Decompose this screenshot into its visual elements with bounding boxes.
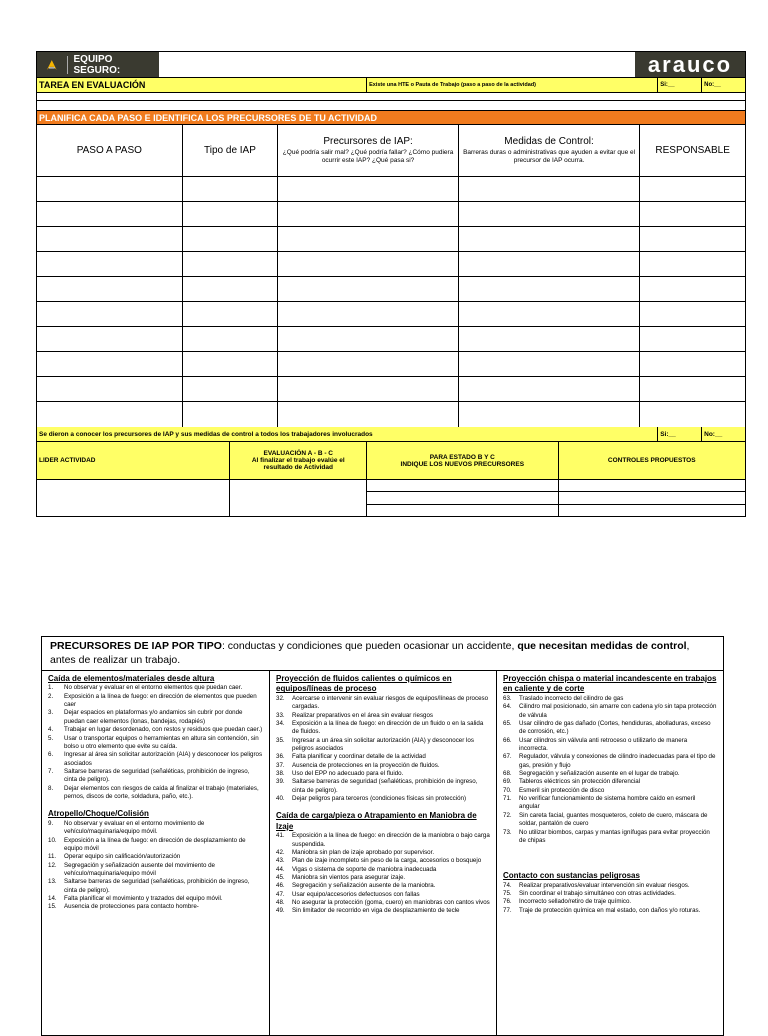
step-rows (37, 177, 745, 427)
dieron-no-checkbox[interactable]: No:__ (701, 427, 745, 441)
item-number: 46. (276, 882, 285, 890)
precursor-item (503, 720, 717, 737)
reference-intro: PRECURSORES DE IAP POR TIPO: conductas y condiciones que pueden ocasionar un accidente, que necesitan medidas de control, antes de realizar un trabajo. (42, 637, 723, 671)
responsable-cell[interactable] (639, 252, 745, 276)
responsable-cell[interactable] (639, 227, 745, 251)
iap-form (36, 51, 746, 517)
precursor-cell[interactable] (277, 177, 457, 201)
item-text: Dejar peligros para terceros (condiciones físicas sin protección) (292, 795, 467, 803)
precursor-item (48, 862, 263, 879)
medida-cell[interactable] (458, 402, 639, 427)
item-number: 47. (276, 890, 285, 898)
item-number: 76. (503, 898, 512, 906)
item-text: No utilizar biombos, carpas y mantas ignífugas para evitar proyección de chipas (519, 828, 710, 844)
item-number: 42. (276, 848, 285, 856)
hte-si-checkbox[interactable]: Si:__ (657, 78, 701, 92)
item-text: Traje de protección química en mal estado, con daños y/o roturas. (519, 906, 701, 914)
item-text: Exposición a la línea de fuego: en dirección de la maniobra o bajo carga suspendida. (292, 832, 490, 848)
paso-cell[interactable] (37, 277, 182, 301)
item-text: Realizar preparativos en el área sin evaluar riesgos (292, 711, 434, 719)
section-title: Proyección de fluidos calientes o químicos en equipos/líneas de proceso (276, 674, 452, 694)
item-number: 15. (48, 903, 57, 911)
precursor-input[interactable] (367, 505, 557, 516)
form-header (37, 52, 745, 78)
medida-cell[interactable] (458, 177, 639, 201)
precursor-item (503, 703, 717, 720)
precursor-item (48, 693, 263, 710)
precursor-item (48, 837, 263, 854)
precursor-cell[interactable] (277, 252, 457, 276)
precursor-item (276, 907, 490, 915)
item-text: Usar cilindro de gas dañado (Cortes, hendiduras, abolladuras, exceso de corrosión, etc.) (519, 719, 711, 736)
brand-label: EQUIPO SEGURO: (73, 53, 121, 76)
col-responsable: RESPONSABLE (639, 125, 745, 176)
paso-cell[interactable] (37, 202, 182, 226)
estado-label: PARA ESTADO B Y C INDIQUE LOS NUEVOS PRECURSORES (366, 442, 557, 479)
item-text: Trabajar en lugar desordenado, con restos y residuos que puedan caer.) (64, 726, 263, 734)
precursor-item (503, 795, 717, 812)
item-text: Segregación y señalización ausente de la maniobra. (292, 882, 436, 890)
precursor-item (48, 768, 263, 785)
precursor-item (276, 778, 490, 795)
item-number: 65. (503, 719, 512, 727)
item-text: Traslado incorrecto del cilindro de gas (519, 694, 624, 702)
spacer-row (37, 101, 745, 111)
precursor-item (503, 787, 717, 795)
precursor-item (276, 712, 490, 720)
item-number: 71. (503, 795, 512, 803)
precursor-item (276, 849, 490, 857)
item-number: 63. (503, 694, 512, 702)
precursor-item (48, 726, 263, 734)
paso-cell[interactable] (37, 352, 182, 376)
medida-cell[interactable] (458, 252, 639, 276)
precursor-item (276, 737, 490, 754)
precursor-item (503, 907, 717, 915)
section-title: Contacto con sustancias peligrosas (503, 871, 640, 881)
step-row (37, 327, 745, 352)
tipo-cell[interactable] (182, 227, 278, 251)
item-number: 70. (503, 786, 512, 794)
item-text: Regulador, válvula y conexiones de cilindro inadecuadas para el tipo de gas, presión y flujo (519, 753, 716, 769)
item-number: 34. (276, 719, 285, 727)
item-text: Uso del EPP no adecuado para el fluido. (292, 770, 404, 778)
control-input[interactable] (559, 480, 745, 492)
precursor-item (48, 853, 263, 861)
item-number: 6. (48, 751, 54, 759)
paso-cell[interactable] (37, 402, 182, 427)
item-text: Plan de izaje incompleto sin peso de la carga, accesorios o bosquejo (292, 857, 482, 865)
paso-cell[interactable] (37, 327, 182, 351)
medida-cell[interactable] (458, 302, 639, 326)
precursor-cell[interactable] (277, 202, 457, 226)
precursor-item (276, 899, 490, 907)
step-row (37, 202, 745, 227)
item-number: 36. (276, 753, 285, 761)
item-number: 68. (503, 770, 512, 778)
tipo-cell[interactable] (182, 302, 278, 326)
item-text: Exposición a la línea de fuego: en dirección de un fluido o en la salida de fluidos. (292, 719, 484, 736)
section-title: Caída de carga/pieza o Atrapamiento en Maniobra de Izaje (276, 811, 477, 831)
tipo-cell[interactable] (182, 277, 278, 301)
tipo-cell[interactable] (182, 252, 278, 276)
medida-cell[interactable] (458, 352, 639, 376)
responsable-cell[interactable] (639, 202, 745, 226)
responsable-cell[interactable] (639, 377, 745, 401)
precursor-cell[interactable] (277, 227, 457, 251)
step-row (37, 252, 745, 277)
precursor-item (48, 684, 263, 692)
item-number: 7. (48, 767, 54, 775)
precursor-item (276, 832, 490, 849)
col-precursores: Precursores de IAP: ¿Qué podría salir mal? ¿Qué podría fallar? ¿Cómo pudiera ocurrir este IAP? ¿Qué pasa si? (277, 125, 457, 176)
controles-label: CONTROLES PROPUESTOS (558, 442, 745, 479)
item-text: Cilindro mal posicionado, sin amarre con cadena y/o sin tapa protección de válvula (519, 703, 717, 719)
step-row (37, 177, 745, 202)
precursor-item (276, 762, 490, 770)
step-row (37, 377, 745, 402)
item-text: Usar equipo/accesorios defectuosos con fallas (292, 890, 420, 898)
item-number: 14. (48, 895, 57, 903)
precursor-item (276, 720, 490, 737)
tarea-row (37, 78, 745, 93)
table-header (37, 125, 745, 177)
item-number: 44. (276, 865, 285, 873)
medida-cell[interactable] (458, 277, 639, 301)
item-number: 35. (276, 736, 285, 744)
item-number: 1. (48, 684, 54, 692)
item-number: 72. (503, 811, 512, 819)
tipo-cell[interactable] (182, 352, 278, 376)
equipo-seguro-field[interactable] (159, 52, 635, 77)
item-text: No observar y evaluar en el entorno movimiento de vehículo/maquinaria/equipo móvil. (64, 819, 205, 836)
item-number: 75. (503, 890, 512, 897)
item-text: Acercarse o intervenir sin evaluar riesgos de equipos/líneas de proceso cargadas. (292, 694, 489, 711)
item-text: Incorrecto sellado/retiro de traje químico. (519, 898, 632, 906)
step-row (37, 402, 745, 427)
item-text: Esmeril sin protección de disco (519, 786, 605, 794)
reference-panel (41, 636, 724, 1036)
item-text: Maniobra sin vientos para asegurar izaje. (292, 874, 406, 882)
item-text: Sin coordinar el trabajo simultáneo con otras actividades. (519, 890, 676, 897)
precursor-item (48, 895, 263, 903)
dieron-text: Se dieron a conocer los precursores de IAP y sus medidas de control a todos los trabajadores involucrados (39, 430, 373, 438)
medida-cell[interactable] (458, 227, 639, 251)
item-number: 4. (48, 726, 54, 734)
col-medidas: Medidas de Control: Barreras duras o administrativas que ayuden a evitar que el precursor de IAP ocurra. (458, 125, 639, 176)
precursor-item (503, 737, 717, 754)
item-number: 64. (503, 703, 512, 711)
precursor-input[interactable] (367, 492, 557, 504)
lider-input[interactable] (37, 480, 229, 516)
responsable-cell[interactable] (639, 352, 745, 376)
precursor-item (503, 829, 717, 846)
reference-column-1 (42, 671, 269, 1036)
item-number: 37. (276, 761, 285, 769)
precursor-item (276, 857, 490, 865)
item-number: 10. (48, 836, 57, 844)
medida-cell[interactable] (458, 202, 639, 226)
item-number: 73. (503, 828, 512, 836)
paso-cell[interactable] (37, 227, 182, 251)
item-text: Ingresar al área sin solicitar autorización (AIA) y desconocer los peligros asociados (64, 751, 263, 767)
precursor-item (503, 890, 717, 898)
item-number: 32. (276, 694, 285, 702)
dieron-si-checkbox[interactable]: Si:__ (657, 427, 701, 441)
lider-label: LIDER ACTIVIDAD (39, 457, 96, 464)
brand-mark-icon (45, 58, 59, 72)
item-text: Falta planificar y coordinar detalle de la actividad (292, 753, 426, 761)
precursor-item (276, 753, 490, 761)
item-number: 45. (276, 874, 285, 882)
precursor-item (48, 785, 263, 802)
precursor-item (503, 812, 717, 829)
precursor-item (503, 753, 717, 770)
precursor-item (276, 795, 490, 803)
item-text: Segregación y señalización ausente del movimiento de vehículo/maquinaria/equipo móvil (64, 861, 215, 877)
item-number: 43. (276, 857, 285, 865)
controles-inputs (558, 480, 745, 516)
item-number: 49. (276, 907, 285, 915)
item-text: Segregación y señalización ausente en el lugar de trabajo. (519, 770, 680, 778)
item-text: Dejar elementos con riesgos de caída al finalizar el trabajo (materiales, pernos, discos de corte, soldadura, paño, etc.). (64, 784, 259, 801)
precursor-item (48, 735, 263, 752)
hte-no-checkbox[interactable]: No:__ (701, 78, 745, 92)
item-text: Saltarse barreras de seguridad (señaléticas, prohibición de ingreso, cinta de peligro). (292, 778, 478, 794)
item-text: No observar y evaluar en el entorno elementos que puedan caer. (64, 684, 243, 692)
item-number: 69. (503, 778, 512, 786)
item-number: 2. (48, 692, 54, 700)
item-text: Usar cilindros sin válvula anti retroceso o utilizarlo de manera incorrecta. (519, 736, 688, 752)
item-text: No verificar funcionamiento de sistema hombre caído en esmeril angular (519, 795, 696, 811)
dieron-row (37, 427, 745, 442)
section-title: Caída de elementos/materiales desde altura (48, 674, 215, 683)
precursor-item (276, 874, 490, 882)
tarea-label: TAREA EN EVALUACIÓN (39, 80, 146, 90)
evaluacion-input[interactable] (229, 480, 366, 516)
item-number: 11. (48, 853, 57, 861)
precursor-cell[interactable] (277, 402, 457, 427)
tipo-cell[interactable] (182, 177, 278, 201)
step-row (37, 302, 745, 327)
precursor-input[interactable] (367, 480, 557, 492)
arauco-logo: arauco (635, 52, 745, 77)
item-text: Falta planificar el movimiento y trazados del equipo móvil. (64, 895, 223, 903)
medida-cell[interactable] (458, 377, 639, 401)
precursor-cell[interactable] (277, 377, 457, 401)
item-number: 13. (48, 878, 57, 886)
precursor-item (48, 751, 263, 768)
item-number: 33. (276, 711, 285, 719)
evaluacion-label: EVALUACIÓN A - B - C Al finalizar el trabajo evalúe el resultado de Actividad (229, 442, 366, 479)
item-number: 38. (276, 770, 285, 778)
precursor-cell[interactable] (277, 352, 457, 376)
tipo-cell[interactable] (182, 327, 278, 351)
item-text: Exposición a la línea de fuego: en dirección de desplazamiento de equipo móvil (64, 836, 246, 852)
step-row (37, 277, 745, 302)
precursor-item (503, 778, 717, 786)
precursor-cell[interactable] (277, 277, 457, 301)
item-number: 67. (503, 753, 512, 761)
item-text: Exposición a la línea de fuego: en dirección de elementos que pueden caer (64, 692, 257, 709)
item-text: Tableros eléctricos sin protección diferencial (519, 778, 641, 786)
step-row (37, 227, 745, 252)
section-title: Atropello/Choque/Colisión (48, 809, 149, 819)
precursor-item (48, 820, 263, 837)
precursores-inputs (366, 480, 557, 516)
precursor-cell[interactable] (277, 302, 457, 326)
paso-cell[interactable] (37, 377, 182, 401)
tipo-cell[interactable] (182, 202, 278, 226)
item-text: Dejar espacios en plataformas y/o andamios sin cubrir por donde puedan caer elementos (lonas, bandejas, rodapiés) (64, 709, 243, 725)
precursor-item (503, 898, 717, 906)
item-text: No asegurar la protección (goma, cuero) en maniobras con cantos vivos (292, 899, 490, 907)
reference-column-3 (496, 671, 723, 1036)
step-row (37, 352, 745, 377)
item-text: Ingresar a un área sin solicitar autorización (AIA) y desconocer los peligros asociados (292, 736, 474, 752)
item-number: 77. (503, 906, 512, 914)
item-number: 48. (276, 899, 285, 907)
paso-cell[interactable] (37, 252, 182, 276)
reference-column-2 (269, 671, 496, 1036)
item-text: Ausencia de protecciones para contacto hombre- (64, 903, 199, 911)
precursor-cell[interactable] (277, 327, 457, 351)
tipo-cell[interactable] (182, 402, 278, 427)
responsable-cell[interactable] (639, 302, 745, 326)
item-number: 8. (48, 784, 54, 792)
item-text: Usar o transportar equipos o herramientas en altura sin contención, sin bolso u otro elemento que evite su caída. (64, 734, 259, 750)
item-text: Ausencia de protecciones en la proyección de fluidos. (292, 761, 440, 769)
item-text: Saltarse barreras de seguridad (señaléticas, prohibición de ingreso, cinta de peligro). (64, 878, 250, 894)
precursor-item (276, 866, 490, 874)
item-number: 39. (276, 778, 285, 786)
precursor-item (276, 891, 490, 899)
item-number: 9. (48, 819, 54, 827)
responsable-cell[interactable] (639, 277, 745, 301)
item-text: Realizar preparativos/evaluar intervención sin evaluar riesgos. (519, 881, 690, 889)
precursor-item (276, 882, 490, 890)
item-text: Maniobra sin plan de izaje aprobado por supervisor. (292, 848, 435, 856)
col-paso: PASO A PASO (76, 145, 142, 156)
responsable-cell[interactable] (639, 177, 745, 201)
tipo-cell[interactable] (182, 377, 278, 401)
item-number: 12. (48, 861, 57, 869)
precursor-item (503, 770, 717, 778)
item-text: Vigas o sistema de soporte de maniobra inadecuada (292, 865, 437, 873)
tarea-input-row[interactable] (37, 93, 745, 101)
item-text: Saltarse barreras de seguridad (señaléticas, prohibición de ingreso, cinta de peligro). (64, 767, 250, 784)
precursor-item (48, 903, 263, 911)
item-number: 74. (503, 881, 512, 889)
evaluation-header (37, 442, 745, 480)
item-number: 41. (276, 832, 285, 840)
precursor-item (48, 878, 263, 895)
item-text: Sin limitador de recorrido en viga de desplazamiento de tecle (292, 907, 460, 915)
hte-question: Existe una HTE o Pauta de Trabajo (paso a paso de la actividad) (366, 78, 657, 92)
control-input[interactable] (559, 505, 745, 516)
item-number: 66. (503, 736, 512, 744)
item-text: Sin careta facial, guantes mosqueteros, coleto de cuero, máscara de soldar, pantalón de cuero (519, 811, 708, 828)
control-input[interactable] (559, 492, 745, 504)
section-title: Proyección chispa o material incandescente en trabajos en caliente y de corte (503, 674, 717, 694)
responsable-cell[interactable] (639, 402, 745, 427)
item-number: 5. (48, 734, 54, 742)
precursor-item (48, 709, 263, 726)
evaluation-inputs (37, 480, 745, 516)
item-number: 3. (48, 709, 54, 717)
responsable-cell[interactable] (639, 327, 745, 351)
item-text: Operar equipo sin calificación/autorización (64, 853, 181, 861)
precursor-item (276, 695, 490, 712)
col-tipo: Tipo de IAP (182, 125, 278, 176)
equipo-seguro-logo (37, 52, 159, 77)
precursor-item (503, 695, 717, 703)
precursor-item (276, 770, 490, 778)
planifica-banner: PLANIFICA CADA PASO E IDENTIFICA LOS PRECURSORES DE TU ACTIVIDAD (37, 111, 745, 125)
paso-cell[interactable] (37, 177, 182, 201)
precursor-item (503, 882, 717, 890)
item-number: 40. (276, 795, 285, 803)
medida-cell[interactable] (458, 327, 639, 351)
paso-cell[interactable] (37, 302, 182, 326)
